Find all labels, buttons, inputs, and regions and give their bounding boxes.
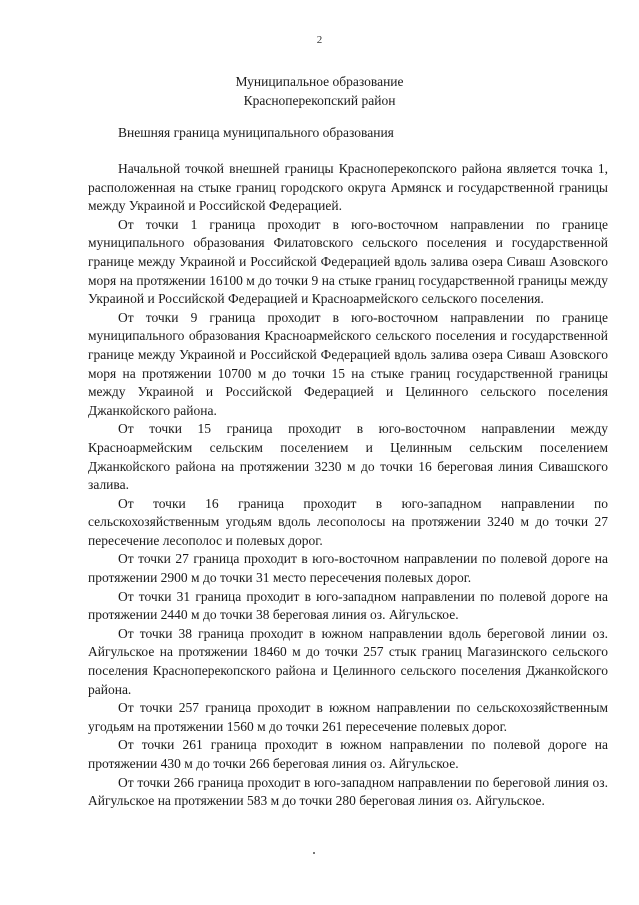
paragraph-1: Начальной точкой внешней границы Красноперекопского района является точка 1, расположенная на стыке границ городского округа Армянск и государственной границы между Украиной и Российской Федерацией. xyxy=(88,161,608,214)
paragraph-2: От точки 1 граница проходит в юго-восточном направлении по границе муниципального образования Филатовского сельского поселения и государственной границе между Украиной и Российской Федерацией вдоль залива озера Сиваш Азовского моря на протяжении 16100 м до точки 9 на стыке границ государственной границы между Украиной и Российской Федерацией и Красноармейского сельского поселения. xyxy=(88,216,608,307)
paragraph-3: От точки 9 граница проходит в юго-восточном направлении по границе муниципального образования Красноармейского сельского поселения и государственной границе между Украиной и Российской Федерацией вдоль залива озера Сиваш Азовского моря на протяжении 10700 м до точки 15 на стыке границ государственной границы между Украиной и Российской Федерацией и Целинного сельского поселения Джанкойского района. xyxy=(88,309,608,418)
paragraph-8: От точки 38 граница проходит в южном направлении вдоль береговой линии оз. Айгульское на протяжении 18460 м до точки 257 стык границ Магазинского сельского поселения Красноперекопского района и Целинного сельского поселения Джанкойского района. xyxy=(88,625,608,697)
document-header xyxy=(0,72,639,110)
section-title: Внешняя граница муниципального образования xyxy=(118,125,394,140)
paragraph-9: От точки 257 граница проходит в южном направлении по сельскохозяйственным угодьям на протяжении 1560 м до точки 261 пересечение полевых дорог. xyxy=(88,700,608,734)
paragraph-4: От точки 15 граница проходит в юго-восточном направлении между Красноармейским сельским поселением и Целинным сельским поселением Джанкойского района на протяжении 3230 м до точки 16 береговая линия Сивашского залива. xyxy=(88,421,608,493)
paragraph-7: От точки 31 граница проходит в юго-западном направлении по полевой дороге на протяжении 2440 м до точки 38 береговая линия оз. Айгульское. xyxy=(88,588,608,623)
header-municipality-line: Муниципальное образование xyxy=(235,74,404,89)
paragraph-10: От точки 261 граница проходит в южном направлении по полевой дороге на протяжении 430 м до точки 266 береговая линия оз. Айгульское. xyxy=(88,737,608,771)
paragraph-5: От точки 16 граница проходит в юго-западном направлении по сельскохозяйственным угодьям вдоль лесополосы на протяжении 3240 м до точки 27 пересечение лесополос и полевых дорог. xyxy=(88,495,608,548)
header-district-line: Красноперекопский район xyxy=(243,93,396,108)
document-body xyxy=(88,160,608,811)
paragraph-11: От точки 266 граница проходит в юго-западном направлении по береговой линия оз. Айгульское на протяжении 583 м до точки 280 береговая линия оз. Айгульское. xyxy=(88,774,608,809)
paragraph-6: От точки 27 граница проходит в юго-восточном направлении по полевой дороге на протяжении 2900 м до точки 31 место пересечения полевых дорог. xyxy=(88,551,608,586)
page-number: 2 xyxy=(316,34,323,46)
scan-dot xyxy=(313,852,315,854)
